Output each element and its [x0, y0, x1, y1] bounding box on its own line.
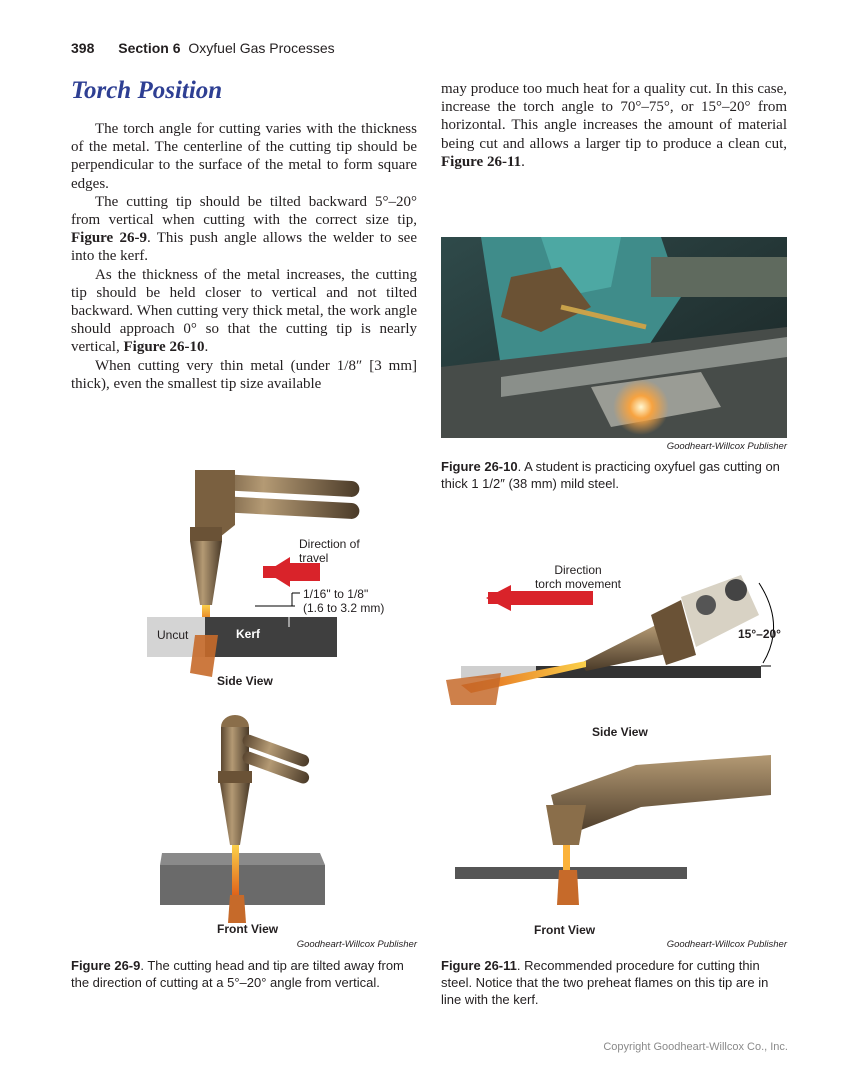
text: may produce too much heat for a quality cut. In this case, increase the torch angle to 70°–75°, or 15°–20° from horizontal. This angle increases the amount of material being cut and allows a larger tip to produce a clean cut, [441, 81, 787, 152]
figure-26-10-credit: Goodheart-Willcox Publisher [666, 441, 787, 452]
caption-label: Figure 26-9 [71, 958, 141, 973]
paragraph: The torch angle for cutting varies with the thickness of the metal. The centerline of the cutting tip should be perpendicular to the surface of the metal to form square edges. [71, 121, 417, 192]
left-column-text [71, 120, 417, 393]
paragraph [71, 266, 417, 357]
front-view-label: Front View [217, 922, 279, 936]
page-number: 398 [71, 40, 95, 56]
direction-label-line2: torch movement [534, 577, 622, 591]
text: The cutting tip should be tilted backward 5°–20° from vertical when cutting with the correct size tip, [71, 193, 417, 229]
side-view-label: Side View [592, 725, 648, 739]
paragraph [71, 193, 417, 266]
kerf-label: Kerf [236, 627, 261, 641]
paragraph: When cutting very thin metal (under 1/8″ [3 mm] thick), even the smallest tip size available [71, 357, 417, 392]
running-header [71, 40, 335, 56]
figure-26-11-credit: Goodheart-Willcox Publisher [666, 939, 787, 950]
direction-of-travel-label: Direction of travel [299, 537, 360, 565]
figure-26-9-credit: Goodheart-Willcox Publisher [296, 939, 417, 950]
torch-side-view-drawing [140, 465, 420, 935]
direction-torch-movement-label [528, 563, 628, 591]
figure-26-11-caption [441, 957, 787, 1008]
figure-26-10-caption [441, 458, 787, 492]
side-view-label: Side View [217, 674, 273, 688]
figure-reference: Figure 26-10 [123, 339, 205, 356]
distance-label-line1: 1/16" to 1/8" [303, 587, 369, 601]
right-column-text [441, 80, 787, 171]
paragraph [441, 80, 787, 171]
figure-26-10-photo [441, 237, 787, 438]
copyright-footer: Copyright Goodheart-Willcox Co., Inc. [603, 1041, 788, 1053]
figure-reference: Figure 26-9 [71, 230, 147, 247]
caption-label: Figure 26-11 [441, 958, 517, 973]
direction-label-line1: Direction [554, 563, 602, 577]
section-number: Section 6 [118, 40, 181, 56]
caption-text: . The cutting head and tip are tilted away from the direction of cutting at a 5°–20° angle from vertical. [71, 958, 404, 990]
text: . This push angle allows the welder to see into the kerf. [71, 230, 417, 265]
angle-label: 15°–20° [738, 627, 781, 641]
uncut-label: Uncut [157, 628, 189, 642]
caption-text: . Recommended procedure for cutting thin steel. Notice that the two preheat flames on this tip are in line with the kerf. [441, 958, 769, 1007]
figure-26-9-illustration [140, 465, 420, 935]
front-view-label: Front View [534, 923, 596, 937]
section-title: Oxyfuel Gas Processes [188, 40, 335, 56]
thin-metal-torch-drawing [441, 555, 789, 935]
page-title: Torch Position [71, 77, 223, 104]
text: As the thickness of the metal increases, the cutting tip should be held closer to vertical and not tilted backward. When cutting very thick metal, the work angle should approach 0° so that the cutting tip is nearly vertical, [71, 266, 417, 356]
distance-label [303, 587, 384, 615]
text: . [204, 339, 209, 356]
figure-reference: Figure 26-11 [441, 153, 522, 170]
distance-label-line2: (1.6 to 3.2 mm) [303, 601, 385, 615]
caption-text: . A student is practicing oxyfuel gas cutting on thick 1 1/2″ (38 mm) mild steel. [441, 459, 780, 491]
caption-label: Figure 26-10 [441, 459, 518, 474]
text: . [521, 153, 525, 170]
figure-26-11-illustration [441, 555, 789, 935]
figure-26-9-caption [71, 957, 411, 991]
